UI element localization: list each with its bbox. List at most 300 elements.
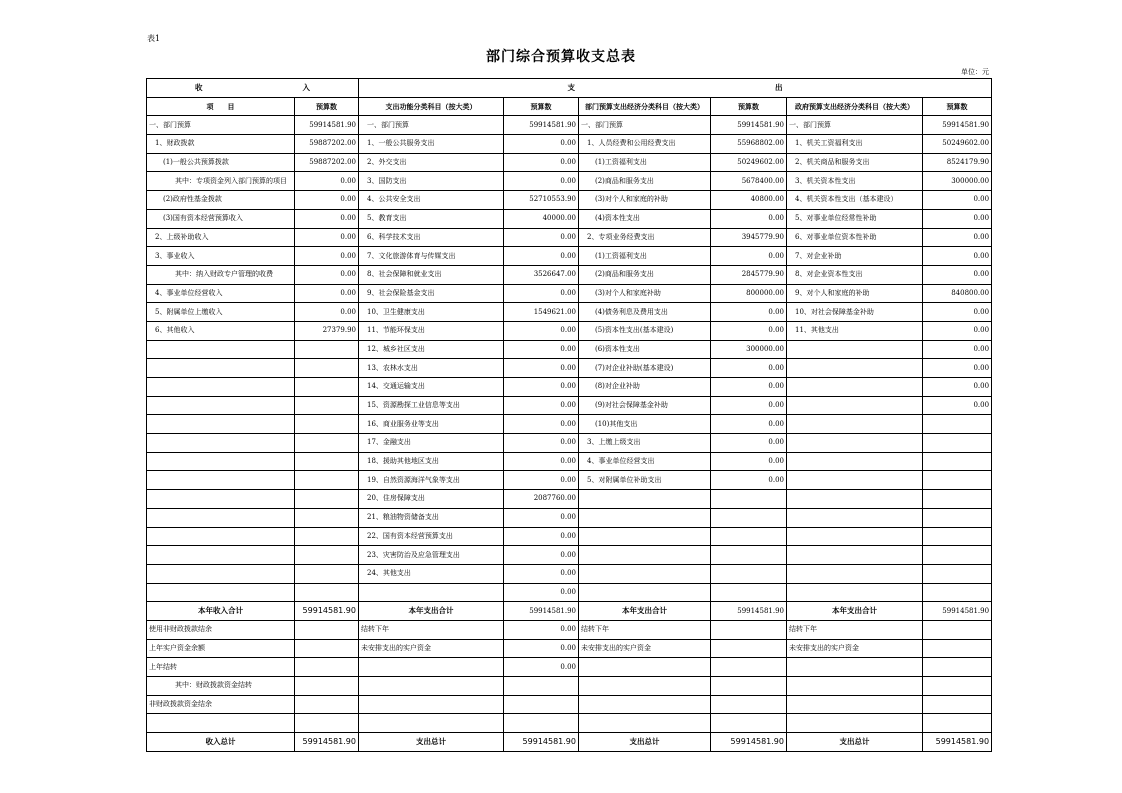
income-item (147, 564, 295, 583)
function-item: 11、节能环保支出 (359, 321, 504, 340)
function-carryover-item (359, 695, 504, 714)
income-grand-total-label: 收入总计 (147, 733, 295, 752)
dept-econ-amount: 0.00 (711, 415, 787, 434)
table-row (147, 490, 992, 509)
income-grand-total: 59914581.90 (295, 733, 359, 752)
income-amount (295, 527, 359, 546)
income-item: 2、上级补助收入 (147, 228, 295, 247)
table-row (147, 153, 992, 172)
function-amount: 0.00 (504, 527, 579, 546)
expense-grand-total-label: 支出总计 (359, 733, 504, 752)
gov-econ-amount (923, 434, 992, 453)
income-amount: 59887202.00 (295, 153, 359, 172)
dept-econ-amount: 0.00 (711, 209, 787, 228)
gov-econ-amount: 0.00 (923, 340, 992, 359)
dept-econ-amount: 0.00 (711, 396, 787, 415)
col-header-budget: 预算数 (923, 97, 992, 116)
income-amount: 0.00 (295, 247, 359, 266)
income-amount: 0.00 (295, 191, 359, 210)
dept-econ-amount: 40800.00 (711, 191, 787, 210)
gov-econ-amount (923, 527, 992, 546)
table-row (147, 415, 992, 434)
function-item: 1、一般公共服务支出 (359, 135, 504, 154)
gov-econ-amount: 0.00 (923, 378, 992, 397)
gov-econ-item: 2、机关商品和服务支出 (787, 153, 923, 172)
dept-econ-item: (9)对社会保障基金补助 (579, 396, 711, 415)
income-item (147, 452, 295, 471)
page-title: 部门综合预算收支总表 (486, 49, 636, 65)
grand-total-row (147, 733, 992, 752)
function-item: 21、粮油物资储备支出 (359, 508, 504, 527)
section-header-row (147, 79, 992, 98)
income-amount (295, 508, 359, 527)
dept-econ-item: (7)对企业补助(基本建设) (579, 359, 711, 378)
dept-econ-item: 5、对附属单位补助支出 (579, 471, 711, 490)
gov-econ-item (787, 452, 923, 471)
carryover-row (147, 639, 992, 658)
expense-section-header: 支 出 (359, 79, 992, 98)
income-item (147, 434, 295, 453)
gov-econ-item: 4、机关资本性支出（基本建设） (787, 191, 923, 210)
gov-econ-item (787, 564, 923, 583)
dept-econ-item: (5)资本性支出(基本建设) (579, 321, 711, 340)
dept-econ-item: (2)商品和服务支出 (579, 265, 711, 284)
income-amount: 0.00 (295, 303, 359, 322)
dept-econ-amount: 300000.00 (711, 340, 787, 359)
income-item: 6、其他收入 (147, 321, 295, 340)
carryover-item: 其中：财政拨款资金结转 (147, 677, 295, 696)
table-row (147, 583, 992, 602)
col-header-budget: 预算数 (295, 97, 359, 116)
gov-carryover-amount (923, 658, 992, 677)
gov-econ-amount (923, 490, 992, 509)
dept-econ-item: (4)债务利息及费用支出 (579, 303, 711, 322)
gov-econ-item: 3、机关资本性支出 (787, 172, 923, 191)
col-header-budget: 预算数 (504, 97, 579, 116)
table-row (147, 191, 992, 210)
gov-econ-item (787, 396, 923, 415)
gov-econ-item: 5、对事业单位经常性补助 (787, 209, 923, 228)
table-row (147, 303, 992, 322)
function-item: 3、国防支出 (359, 172, 504, 191)
dept-econ-item: (3)对个人和家庭补助 (579, 284, 711, 303)
table-row (147, 378, 992, 397)
table-row (147, 116, 992, 135)
carryover-amount (295, 714, 359, 733)
function-amount: 40000.00 (504, 209, 579, 228)
gov-econ-amount: 0.00 (923, 228, 992, 247)
function-amount: 0.00 (504, 228, 579, 247)
table-row (147, 135, 992, 154)
function-item: 15、资源勘探工业信息等支出 (359, 396, 504, 415)
income-item (147, 415, 295, 434)
table-row (147, 452, 992, 471)
dept-carryover-item (579, 658, 711, 677)
table-row (147, 359, 992, 378)
function-amount: 1549621.00 (504, 303, 579, 322)
function-amount: 0.00 (504, 284, 579, 303)
table-row (147, 508, 992, 527)
gov-econ-item (787, 471, 923, 490)
dept-econ-amount (711, 508, 787, 527)
dept-econ-item (579, 508, 711, 527)
income-amount (295, 378, 359, 397)
dept-econ-amount (711, 583, 787, 602)
dept-econ-amount (711, 527, 787, 546)
gov-econ-amount: 8524179.90 (923, 153, 992, 172)
table-row (147, 247, 992, 266)
dept-econ-amount: 0.00 (711, 434, 787, 453)
income-item (147, 527, 295, 546)
dept-econ-item (579, 527, 711, 546)
carryover-row (147, 695, 992, 714)
col-header-gov-econ: 政府预算支出经济分类科目（按大类） (787, 97, 923, 116)
table-row (147, 340, 992, 359)
col-header-budget: 预算数 (711, 97, 787, 116)
annual-expense-total-label: 本年支出合计 (579, 602, 711, 621)
gov-econ-item (787, 415, 923, 434)
gov-carryover-amount (923, 677, 992, 696)
income-amount: 27379.90 (295, 321, 359, 340)
dept-econ-item: 1、人员经费和公用经费支出 (579, 135, 711, 154)
gov-econ-item (787, 527, 923, 546)
function-item: 4、公共安全支出 (359, 191, 504, 210)
dept-carryover-amount (711, 695, 787, 714)
dept-econ-expense-total: 59914581.90 (711, 602, 787, 621)
income-item: (3)国有资本经营预算收入 (147, 209, 295, 228)
function-item: 6、科学技术支出 (359, 228, 504, 247)
function-item: 7、文化旅游体育与传媒支出 (359, 247, 504, 266)
income-section-header: 收 入 (147, 79, 359, 98)
annual-total-row (147, 602, 992, 621)
gov-econ-amount: 0.00 (923, 191, 992, 210)
dept-econ-item (579, 583, 711, 602)
function-carryover-item (359, 658, 504, 677)
income-item: 3、事业收入 (147, 247, 295, 266)
function-item (359, 583, 504, 602)
function-carryover-item (359, 714, 504, 733)
annual-expense-total-label: 本年支出合计 (359, 602, 504, 621)
function-item: 17、金融支出 (359, 434, 504, 453)
dept-econ-item: (2)商品和服务支出 (579, 172, 711, 191)
dept-econ-item (579, 564, 711, 583)
gov-econ-amount: 59914581.90 (923, 116, 992, 135)
dept-econ-amount: 0.00 (711, 378, 787, 397)
table-row (147, 265, 992, 284)
function-item: 24、其他支出 (359, 564, 504, 583)
gov-econ-amount (923, 452, 992, 471)
function-amount: 3526647.00 (504, 265, 579, 284)
column-header-row (147, 97, 992, 116)
dept-econ-grand-total: 59914581.90 (711, 733, 787, 752)
gov-carryover-amount (923, 695, 992, 714)
income-amount: 0.00 (295, 284, 359, 303)
gov-econ-amount (923, 583, 992, 602)
table-row (147, 209, 992, 228)
income-amount (295, 471, 359, 490)
table-row (147, 434, 992, 453)
dept-econ-amount: 0.00 (711, 303, 787, 322)
gov-econ-item: 8、对企业资本性支出 (787, 265, 923, 284)
carryover-item: 使用非财政拨款结余 (147, 620, 295, 639)
income-amount: 0.00 (295, 172, 359, 191)
gov-econ-item (787, 340, 923, 359)
carryover-amount (295, 639, 359, 658)
table-number-tag: 表1 (147, 34, 161, 43)
dept-econ-item: (6)资本性支出 (579, 340, 711, 359)
annual-income-total-label: 本年收入合计 (147, 602, 295, 621)
income-amount (295, 490, 359, 509)
gov-carryover-item: 结转下年 (787, 620, 923, 639)
income-item (147, 396, 295, 415)
table-row (147, 471, 992, 490)
dept-econ-amount: 0.00 (711, 359, 787, 378)
dept-econ-item: 4、事业单位经营支出 (579, 452, 711, 471)
income-item: (1)一般公共预算拨款 (147, 153, 295, 172)
dept-econ-amount: 0.00 (711, 452, 787, 471)
function-amount: 0.00 (504, 321, 579, 340)
function-carryover-amount: 0.00 (504, 658, 579, 677)
gov-econ-grand-total: 59914581.90 (923, 733, 992, 752)
dept-econ-amount: 0.00 (711, 247, 787, 266)
annual-expense-total-label: 本年支出合计 (787, 602, 923, 621)
gov-carryover-amount (923, 714, 992, 733)
income-item (147, 583, 295, 602)
table-row (147, 564, 992, 583)
dept-econ-amount: 0.00 (711, 471, 787, 490)
carryover-item: 上年实户资金余额 (147, 639, 295, 658)
income-item: 1、财政拨款 (147, 135, 295, 154)
dept-econ-amount: 0.00 (711, 321, 787, 340)
function-amount: 0.00 (504, 396, 579, 415)
col-header-dept-econ: 部门预算支出经济分类科目（按大类） (579, 97, 711, 116)
gov-carryover-amount (923, 639, 992, 658)
income-item: 其中：专项资金列入部门预算的项目 (147, 172, 295, 191)
function-item: 22、国有资本经营预算支出 (359, 527, 504, 546)
gov-econ-amount: 300000.00 (923, 172, 992, 191)
gov-econ-item: 一、部门预算 (787, 116, 923, 135)
income-item (147, 490, 295, 509)
dept-carryover-item (579, 714, 711, 733)
function-item: 14、交通运输支出 (359, 378, 504, 397)
income-item (147, 378, 295, 397)
gov-econ-item: 1、机关工资福利支出 (787, 135, 923, 154)
income-amount (295, 452, 359, 471)
gov-econ-amount: 0.00 (923, 265, 992, 284)
gov-econ-item: 6、对事业单位资本性补助 (787, 228, 923, 247)
gov-econ-amount (923, 508, 992, 527)
expense-grand-total-label: 支出总计 (579, 733, 711, 752)
gov-econ-amount: 840800.00 (923, 284, 992, 303)
income-amount (295, 415, 359, 434)
function-expense-total: 59914581.90 (504, 602, 579, 621)
function-item: 12、城乡社区支出 (359, 340, 504, 359)
gov-carryover-item (787, 714, 923, 733)
income-amount (295, 564, 359, 583)
gov-econ-item (787, 359, 923, 378)
function-amount: 0.00 (504, 508, 579, 527)
dept-econ-item: 3、上缴上级支出 (579, 434, 711, 453)
function-amount: 0.00 (504, 434, 579, 453)
dept-carryover-item (579, 677, 711, 696)
income-amount (295, 359, 359, 378)
function-amount: 0.00 (504, 471, 579, 490)
gov-carryover-item (787, 677, 923, 696)
gov-econ-amount: 0.00 (923, 247, 992, 266)
income-amount: 0.00 (295, 209, 359, 228)
dept-econ-item: (1)工资福利支出 (579, 153, 711, 172)
income-amount: 59887202.00 (295, 135, 359, 154)
dept-econ-amount: 59914581.90 (711, 116, 787, 135)
col-header-function: 支出功能分类科目（按大类） (359, 97, 504, 116)
gov-econ-amount: 0.00 (923, 321, 992, 340)
function-carryover-amount: 0.00 (504, 639, 579, 658)
function-item: 5、教育支出 (359, 209, 504, 228)
income-amount (295, 583, 359, 602)
function-amount: 0.00 (504, 172, 579, 191)
dept-econ-item: 一、部门预算 (579, 116, 711, 135)
table-row (147, 228, 992, 247)
dept-carryover-item (579, 695, 711, 714)
table-row (147, 527, 992, 546)
gov-econ-item (787, 508, 923, 527)
function-carryover-item (359, 677, 504, 696)
carryover-row (147, 714, 992, 733)
dept-carryover-amount (711, 658, 787, 677)
function-amount: 0.00 (504, 583, 579, 602)
dept-econ-item: (10)其他支出 (579, 415, 711, 434)
dept-carryover-item: 未安排支出的实户资金 (579, 639, 711, 658)
expense-grand-total-label: 支出总计 (787, 733, 923, 752)
dept-carryover-amount (711, 639, 787, 658)
income-item (147, 340, 295, 359)
dept-carryover-amount (711, 677, 787, 696)
budget-summary-table (146, 78, 992, 752)
dept-econ-amount: 800000.00 (711, 284, 787, 303)
carryover-amount (295, 658, 359, 677)
dept-econ-amount: 55968802.00 (711, 135, 787, 154)
gov-carryover-item (787, 695, 923, 714)
dept-econ-item: (3)对个人和家庭的补助 (579, 191, 711, 210)
income-item: 一、部门预算 (147, 116, 295, 135)
gov-econ-item: 10、对社会保障基金补助 (787, 303, 923, 322)
income-item (147, 546, 295, 565)
dept-econ-item: 2、专项业务经费支出 (579, 228, 711, 247)
gov-econ-item: 9、对个人和家庭的补助 (787, 284, 923, 303)
annual-income-total: 59914581.90 (295, 602, 359, 621)
carryover-row (147, 620, 992, 639)
income-item (147, 359, 295, 378)
function-item: 19、自然资源海洋气象等支出 (359, 471, 504, 490)
dept-econ-amount: 3945779.90 (711, 228, 787, 247)
function-amount: 0.00 (504, 359, 579, 378)
income-amount (295, 546, 359, 565)
function-item: 一、部门预算 (359, 116, 504, 135)
function-amount: 0.00 (504, 247, 579, 266)
dept-econ-item: (8)对企业补助 (579, 378, 711, 397)
function-amount: 0.00 (504, 564, 579, 583)
function-carryover-amount (504, 695, 579, 714)
table-row (147, 172, 992, 191)
dept-econ-amount: 2845779.90 (711, 265, 787, 284)
function-item: 13、农林水支出 (359, 359, 504, 378)
gov-econ-amount: 0.00 (923, 209, 992, 228)
table-row (147, 321, 992, 340)
function-amount: 59914581.90 (504, 116, 579, 135)
dept-econ-item (579, 490, 711, 509)
function-carryover-item: 未安排支出的实户资金 (359, 639, 504, 658)
carryover-item: 非财政拨款资金结余 (147, 695, 295, 714)
gov-carryover-item (787, 658, 923, 677)
function-item: 10、卫生健康支出 (359, 303, 504, 322)
function-carryover-amount (504, 714, 579, 733)
dept-econ-amount: 50249602.00 (711, 153, 787, 172)
function-item: 9、社会保险基金支出 (359, 284, 504, 303)
income-amount (295, 340, 359, 359)
function-item: 23、灾害防治及应急管理支出 (359, 546, 504, 565)
function-item: 8、社会保障和就业支出 (359, 265, 504, 284)
gov-econ-item: 11、其他支出 (787, 321, 923, 340)
gov-econ-item: 7、对企业补助 (787, 247, 923, 266)
function-amount: 52710553.90 (504, 191, 579, 210)
function-carryover-amount (504, 677, 579, 696)
gov-carryover-amount (923, 620, 992, 639)
carryover-row (147, 658, 992, 677)
function-item: 16、商业服务业等支出 (359, 415, 504, 434)
gov-econ-item (787, 378, 923, 397)
function-amount: 0.00 (504, 153, 579, 172)
gov-econ-amount (923, 564, 992, 583)
dept-econ-item: (4)资本性支出 (579, 209, 711, 228)
gov-econ-item (787, 490, 923, 509)
carryover-amount (295, 620, 359, 639)
table-row (147, 396, 992, 415)
income-amount (295, 396, 359, 415)
income-item: 5、附属单位上缴收入 (147, 303, 295, 322)
dept-carryover-amount (711, 620, 787, 639)
function-amount: 2087760.00 (504, 490, 579, 509)
carryover-item (147, 714, 295, 733)
gov-carryover-item: 未安排支出的实户资金 (787, 639, 923, 658)
income-item: 其中：纳入财政专户管理的收费 (147, 265, 295, 284)
dept-econ-amount: 5678400.00 (711, 172, 787, 191)
income-item (147, 471, 295, 490)
function-item: 2、外交支出 (359, 153, 504, 172)
carryover-row (147, 677, 992, 696)
dept-carryover-item: 结转下年 (579, 620, 711, 639)
carryover-amount (295, 695, 359, 714)
function-item: 20、住房保障支出 (359, 490, 504, 509)
function-carryover-amount: 0.00 (504, 620, 579, 639)
carryover-amount (295, 677, 359, 696)
function-amount: 0.00 (504, 546, 579, 565)
function-amount: 0.00 (504, 452, 579, 471)
table-row (147, 284, 992, 303)
gov-econ-amount: 50249602.00 (923, 135, 992, 154)
dept-econ-amount (711, 546, 787, 565)
gov-econ-item (787, 583, 923, 602)
unit-label: 单位：元 (961, 68, 989, 76)
dept-econ-amount (711, 564, 787, 583)
function-amount: 0.00 (504, 340, 579, 359)
dept-econ-item (579, 546, 711, 565)
function-carryover-item: 结转下年 (359, 620, 504, 639)
income-amount (295, 434, 359, 453)
function-amount: 0.00 (504, 135, 579, 154)
dept-econ-item: (1)工资福利支出 (579, 247, 711, 266)
income-amount: 0.00 (295, 228, 359, 247)
income-amount: 59914581.90 (295, 116, 359, 135)
